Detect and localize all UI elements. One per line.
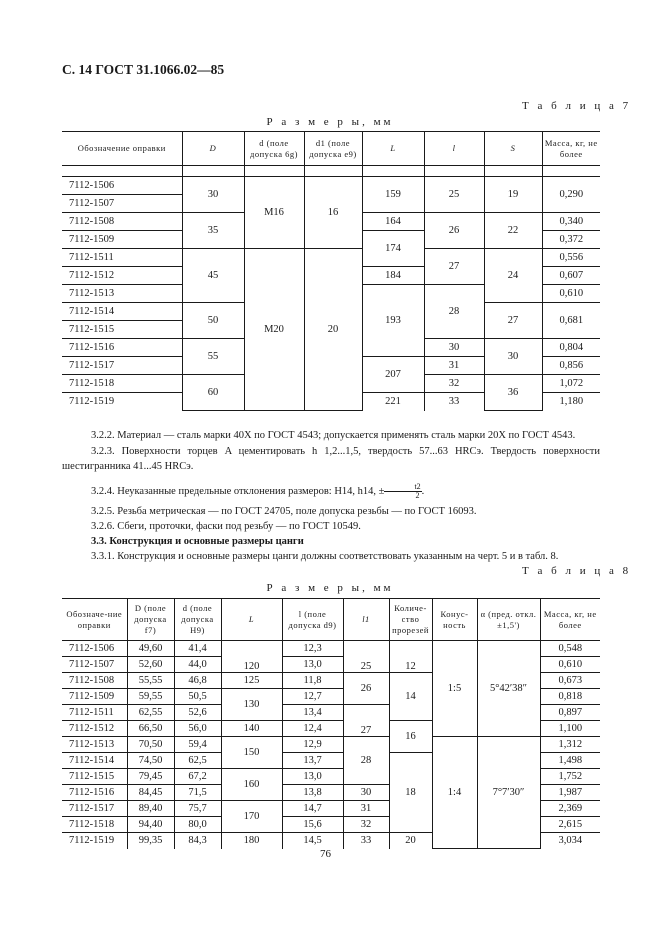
t8-cell: 12 <box>389 641 432 673</box>
t8-cell: 84,45 <box>127 785 174 801</box>
t8-header-d: d (поле допуска H9) <box>174 599 221 641</box>
t8-header-slots: Количе-ство прорезей <box>389 599 432 641</box>
t8-cell: 52,6 <box>174 705 221 721</box>
t8-cell: 140 <box>221 721 282 737</box>
t7-header-d: d (поле допуска 6g) <box>244 132 304 166</box>
t8-cell: 62,55 <box>127 705 174 721</box>
t8-cell: 50,5 <box>174 689 221 705</box>
t7-cell: 7112-1513 <box>62 285 182 303</box>
t8-cell: 18 <box>389 753 432 833</box>
t8-cell: 7°7′30″ <box>477 737 540 849</box>
t7-cell: 0,804 <box>542 339 600 357</box>
t7-cell: 7112-1511 <box>62 249 182 267</box>
t7-cell: 0,290 <box>542 177 600 213</box>
t8-cell: 7112-1519 <box>62 833 127 849</box>
t8-cell: 16 <box>389 721 432 753</box>
t8-cell: 46,8 <box>174 673 221 689</box>
t7-cell: 7112-1509 <box>62 231 182 249</box>
t7-cell: 1,072 <box>542 375 600 393</box>
table-row <box>62 249 600 267</box>
t8-cell: 7112-1509 <box>62 689 127 705</box>
table-7 <box>62 131 600 411</box>
t8-cell: 44,0 <box>174 657 221 673</box>
t8-cell: 125 <box>221 673 282 689</box>
t7-cell: 7112-1518 <box>62 375 182 393</box>
t7-cell: 50 <box>182 303 244 339</box>
para-3-3-1: 3.3.1. Конструкция и основные размеры цанги должны соответствовать указанным на черт. 5 и в табл. 8. <box>91 551 559 562</box>
t8-cell: 49,60 <box>127 641 174 657</box>
t8-cell: 70,50 <box>127 737 174 753</box>
t8-header-l: l (поле допуска d9) <box>282 599 343 641</box>
t7-cell: 7112-1507 <box>62 195 182 213</box>
t7-cell: 45 <box>182 249 244 303</box>
t7-header-d1: d1 (поле допуска e9) <box>304 132 362 166</box>
t8-cell: 160 <box>221 769 282 801</box>
t7-cell: 221 <box>362 393 424 411</box>
t8-cell: 7112-1507 <box>62 657 127 673</box>
t8-cell: 2,615 <box>540 817 600 833</box>
t7-cell: 27 <box>484 303 542 339</box>
table-row <box>62 641 600 657</box>
t7-cell: 35 <box>182 213 244 249</box>
t8-cell: 0,897 <box>540 705 600 721</box>
fraction-denominator: 2 <box>415 491 420 500</box>
t8-cell: 12,3 <box>282 641 343 657</box>
t8-cell: 1:4 <box>432 737 477 849</box>
t8-cell: 75,7 <box>174 801 221 817</box>
t8-cell: 74,50 <box>127 753 174 769</box>
t7-cell: 7112-1506 <box>62 177 182 195</box>
t8-header-L: L <box>221 599 282 641</box>
t8-cell: 84,3 <box>174 833 221 849</box>
t7-cell: 7112-1519 <box>62 393 182 411</box>
t8-cell: 7112-1511 <box>62 705 127 721</box>
t7-cell: 60 <box>182 375 244 411</box>
t7-cell: 0,681 <box>542 303 600 339</box>
t8-cell: 59,4 <box>174 737 221 753</box>
table-row <box>62 737 600 753</box>
t8-header-l1: l1 <box>343 599 389 641</box>
t8-cell: 2,369 <box>540 801 600 817</box>
para-3-2-4-end: . <box>421 485 425 497</box>
t8-cell: 0,548 <box>540 641 600 657</box>
t8-cell: 7112-1512 <box>62 721 127 737</box>
t8-cell: 56,0 <box>174 721 221 737</box>
t8-cell: 0,673 <box>540 673 600 689</box>
t7-header-mass: Масса, кг, не более <box>542 132 600 166</box>
t7-header-designation: Обозначение оправки <box>62 132 182 166</box>
t8-cell: 27 <box>343 705 389 737</box>
table-8 <box>62 598 600 849</box>
table7-caption: Т а б л и ц а 7 <box>522 100 632 112</box>
t8-cell: 0,610 <box>540 657 600 673</box>
text-block <box>62 428 600 564</box>
t8-cell: 62,5 <box>174 753 221 769</box>
t8-header-D: D (поле допуска f7) <box>127 599 174 641</box>
t8-cell: 12,4 <box>282 721 343 737</box>
t8-cell: 130 <box>221 689 282 721</box>
t8-cell: 7112-1517 <box>62 801 127 817</box>
t7-header-L: L <box>362 132 424 166</box>
t8-cell: 13,4 <box>282 705 343 721</box>
t7-cell: 31 <box>424 357 484 375</box>
t7-cell: 164 <box>362 213 424 231</box>
table7-title: Р а з м е р ы, мм <box>266 116 394 128</box>
t7-cell: 0,607 <box>542 267 600 285</box>
t7-cell: 0,372 <box>542 231 600 249</box>
t8-cell: 20 <box>389 833 432 849</box>
t7-cell: 24 <box>484 249 542 303</box>
t7-cell: 25 <box>424 177 484 213</box>
t8-cell: 13,0 <box>282 769 343 785</box>
t8-cell: 0,818 <box>540 689 600 705</box>
t8-cell: 1,752 <box>540 769 600 785</box>
t7-cell: 7112-1512 <box>62 267 182 285</box>
t8-cell: 3,034 <box>540 833 600 849</box>
page-number: 76 <box>320 848 331 860</box>
t8-cell: 66,50 <box>127 721 174 737</box>
t7-cell: 36 <box>484 375 542 411</box>
para-3-2-3: 3.2.3. Поверхности торцев A цементировать h 1,2...1,5, твердость 57...63 HRCэ. Твердость поверхности шестигранника 41...45 HRCэ. <box>62 446 600 472</box>
t7-cell: 7112-1517 <box>62 357 182 375</box>
t8-cell: 1,100 <box>540 721 600 737</box>
t7-cell: 1,180 <box>542 393 600 411</box>
t8-cell: 7112-1516 <box>62 785 127 801</box>
para-3-3: 3.3. Конструкция и основные размеры цанги <box>91 536 304 547</box>
t8-cell: 25 <box>343 641 389 673</box>
para-3-2-4-text: 3.2.4. Неуказанные предельные отклонения размеров: H14, h14, ± <box>91 485 385 497</box>
fraction <box>384 483 421 500</box>
t7-cell: 7112-1508 <box>62 213 182 231</box>
table-row <box>62 166 600 177</box>
t8-cell: 71,5 <box>174 785 221 801</box>
t7-cell: 19 <box>484 177 542 213</box>
table-row <box>62 177 600 195</box>
t8-cell: 55,55 <box>127 673 174 689</box>
t7-header-D: D <box>182 132 244 166</box>
t8-cell: 79,45 <box>127 769 174 785</box>
t7-cell: 30 <box>424 339 484 357</box>
t7-cell: 7112-1514 <box>62 303 182 321</box>
t7-cell: 0,856 <box>542 357 600 375</box>
t7-cell: 193 <box>362 285 424 357</box>
t8-cell: 120 <box>221 641 282 673</box>
t7-cell: 26 <box>424 213 484 249</box>
t8-cell: 180 <box>221 833 282 849</box>
t8-cell: 14 <box>389 673 432 721</box>
t7-header-l: l <box>424 132 484 166</box>
t8-cell: 59,55 <box>127 689 174 705</box>
t8-header-alpha: α (пред. откл. ±1,5') <box>477 599 540 641</box>
t8-cell: 80,0 <box>174 817 221 833</box>
t8-cell: 52,60 <box>127 657 174 673</box>
t8-cell: 1,312 <box>540 737 600 753</box>
t8-cell: 99,35 <box>127 833 174 849</box>
t8-header-designation: Обозначе-ние оправки <box>62 599 127 641</box>
t8-cell: 7112-1513 <box>62 737 127 753</box>
t7-cell: 30 <box>484 339 542 375</box>
t7-cell: 30 <box>182 177 244 213</box>
t8-cell: 28 <box>343 737 389 785</box>
t8-cell: 13,8 <box>282 785 343 801</box>
t7-cell: 159 <box>362 177 424 213</box>
t8-cell: 7112-1515 <box>62 769 127 785</box>
table8-caption: Т а б л и ц а 8 <box>522 565 632 577</box>
t7-cell: 27 <box>424 249 484 285</box>
t8-cell: 31 <box>343 801 389 817</box>
page-header: С. 14 ГОСТ 31.1066.02—85 <box>62 62 225 77</box>
t7-cell: 0,556 <box>542 249 600 267</box>
t7-cell: 16 <box>304 177 362 249</box>
t8-cell: 13,0 <box>282 657 343 673</box>
t8-cell: 150 <box>221 737 282 769</box>
t8-header-mass: Масса, кг, не более <box>540 599 600 641</box>
t8-cell: 12,7 <box>282 689 343 705</box>
t8-cell: 1,987 <box>540 785 600 801</box>
t7-cell: 184 <box>362 267 424 285</box>
t7-header-S: S <box>484 132 542 166</box>
table8-title: Р а з м е р ы, мм <box>266 582 394 594</box>
t7-cell: 7112-1516 <box>62 339 182 357</box>
t7-cell: M20 <box>244 249 304 411</box>
t8-cell: 89,40 <box>127 801 174 817</box>
t8-cell: 11,8 <box>282 673 343 689</box>
t8-cell: 7112-1508 <box>62 673 127 689</box>
t8-header-taper: Конус-ность <box>432 599 477 641</box>
t8-cell: 13,7 <box>282 753 343 769</box>
t7-cell: 55 <box>182 339 244 375</box>
t7-cell: 174 <box>362 231 424 267</box>
para-3-2-4 <box>62 483 600 500</box>
t8-cell: 67,2 <box>174 769 221 785</box>
para-3-2-5: 3.2.5. Резьба метрическая — по ГОСТ 24705, поле допуска резьбы — по ГОСТ 16093. <box>91 506 477 517</box>
t8-cell: 94,40 <box>127 817 174 833</box>
t8-cell: 26 <box>343 673 389 705</box>
t7-cell: 32 <box>424 375 484 393</box>
t7-cell: M16 <box>244 177 304 249</box>
t7-cell: 7112-1515 <box>62 321 182 339</box>
t8-cell: 7112-1514 <box>62 753 127 769</box>
t8-cell: 170 <box>221 801 282 833</box>
t8-cell: 7112-1506 <box>62 641 127 657</box>
t8-cell: 30 <box>343 785 389 801</box>
t8-cell: 1,498 <box>540 753 600 769</box>
t8-cell: 33 <box>343 833 389 849</box>
t8-cell: 7112-1518 <box>62 817 127 833</box>
para-3-2-6: 3.2.6. Сбеги, проточки, фаски под резьбу — по ГОСТ 10549. <box>91 521 361 532</box>
t7-cell: 28 <box>424 285 484 339</box>
t8-cell: 14,5 <box>282 833 343 849</box>
t7-cell: 20 <box>304 249 362 411</box>
t8-cell: 1:5 <box>432 641 477 737</box>
t8-cell: 32 <box>343 817 389 833</box>
t8-cell: 41,4 <box>174 641 221 657</box>
t7-cell: 207 <box>362 357 424 393</box>
para-3-2-2: 3.2.2. Материал — сталь марки 40X по ГОСТ 4543; допускается применять сталь марки 20X по ГОСТ 4543. <box>91 430 576 441</box>
t8-cell: 14,7 <box>282 801 343 817</box>
t8-cell: 15,6 <box>282 817 343 833</box>
t8-cell: 12,9 <box>282 737 343 753</box>
t7-cell: 0,610 <box>542 285 600 303</box>
fraction-numerator: t2 <box>384 483 421 492</box>
t7-cell: 22 <box>484 213 542 249</box>
t8-cell: 5°42′38″ <box>477 641 540 737</box>
t7-cell: 0,340 <box>542 213 600 231</box>
t7-cell: 33 <box>424 393 484 411</box>
